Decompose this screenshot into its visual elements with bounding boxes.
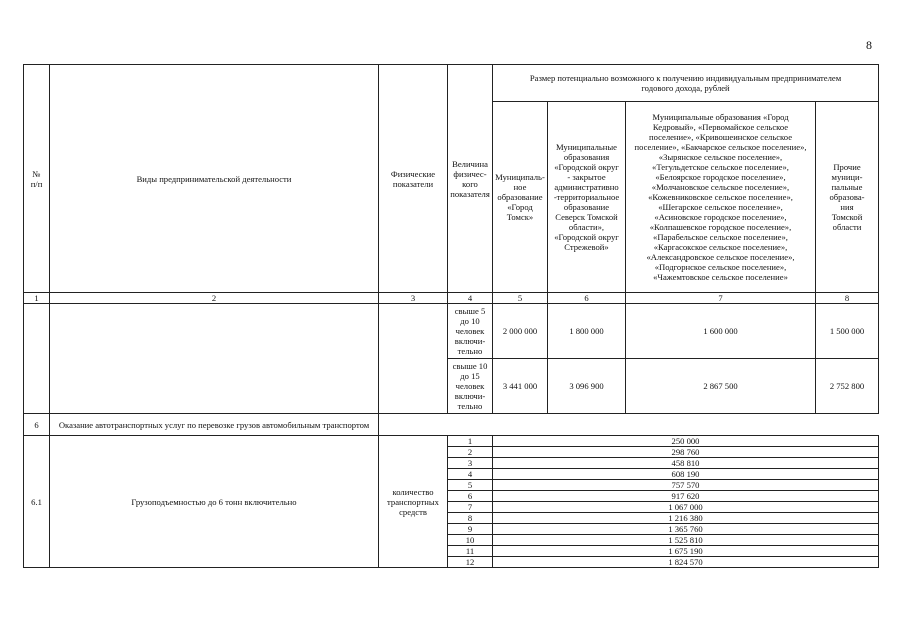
empty-cell	[24, 304, 50, 414]
col-number: 3	[379, 293, 448, 304]
amount-cell: 1 365 760	[493, 524, 879, 535]
col-number: 5	[493, 293, 548, 304]
count-cell: 1	[448, 436, 493, 447]
count-cell: 3	[448, 458, 493, 469]
header-col6: Муниципальные образования «Городской округ - закрытое административно -территориальное образование Северск Томской области», «Городской округ Стрежевой»	[548, 102, 626, 293]
amount-cell: 1 525 810	[493, 535, 879, 546]
column-numbers-row	[24, 293, 879, 304]
count-cell: 9	[448, 524, 493, 535]
amount-cell: 2 752 800	[816, 359, 879, 414]
empty-cell	[379, 414, 879, 436]
amount-cell: 1 067 000	[493, 502, 879, 513]
amount-cell: 250 000	[493, 436, 879, 447]
header-value: Величина физичес- кого показателя	[448, 65, 493, 293]
subsection-phys: количество транспортных средств	[379, 436, 448, 568]
count-cell: 10	[448, 535, 493, 546]
col-number: 2	[50, 293, 379, 304]
header-income-group: Размер потенциально возможного к получению индивидуальным предпринимателем годового дохода, рублей	[493, 65, 879, 102]
subsection-title: Грузоподъемностью до 6 тонн включительно	[50, 436, 379, 568]
amount-cell: 2 867 500	[626, 359, 816, 414]
col-number: 6	[548, 293, 626, 304]
header-col8: Прочие муници- пальные образова- ния Томской области	[816, 102, 879, 293]
amount-cell: 1 216 380	[493, 513, 879, 524]
col-number: 1	[24, 293, 50, 304]
amount-cell: 3 096 900	[548, 359, 626, 414]
header-col5: Муниципаль- ное образование «Город Томск»	[493, 102, 548, 293]
empty-cell	[379, 304, 448, 414]
page-number: 8	[866, 38, 872, 52]
amount-cell: 298 760	[493, 447, 879, 458]
empty-cell	[50, 304, 379, 414]
col-number: 4	[448, 293, 493, 304]
income-table	[23, 64, 879, 568]
amount-cell: 1 600 000	[626, 304, 816, 359]
subsection-number: 6.1	[24, 436, 50, 568]
count-cell: 11	[448, 546, 493, 557]
header-activity: Виды предпринимательской деятельности	[50, 65, 379, 293]
header-num: № п/п	[24, 65, 50, 293]
header-phys: Физические показатели	[379, 65, 448, 293]
amount-cell: 458 810	[493, 458, 879, 469]
amount-cell: 757 570	[493, 480, 879, 491]
count-cell: 8	[448, 513, 493, 524]
section-row	[24, 414, 879, 436]
section-number: 6	[24, 414, 50, 436]
table-row	[24, 304, 879, 359]
count-cell: 7	[448, 502, 493, 513]
amount-cell: 1 800 000	[548, 304, 626, 359]
amount-cell: 3 441 000	[493, 359, 548, 414]
count-cell: 12	[448, 557, 493, 568]
amount-cell: 917 620	[493, 491, 879, 502]
table-row	[24, 436, 879, 447]
section-title: Оказание автотранспортных услуг по перевозке грузов автомобильным транспортом	[50, 414, 379, 436]
header-row-1	[24, 65, 879, 102]
header-col7: Муниципальные образования «Город Кедровый», «Первомайское сельское поселение», «Кривошеинское сельское поселение», «Бакчарское сельское поселение», «Зырянское сельское поселение», «Тегульдетское сельское поселение», «Белоярское городское поселение», «Молчановское сельское поселение», «Кожевниковское сельское поселение», «Шегарское сельское поселение», «Асиновское городское поселение», «Колпашевское городское поселение», «Парабельское сельское поселение», «Каргасокское сельское поселение», «Александровское сельское поселение», «Подгорнское сельское поселение», «Чажемтовское сельское поселение»	[626, 102, 816, 293]
count-cell: 4	[448, 469, 493, 480]
amount-cell: 1 675 190	[493, 546, 879, 557]
value-cell: свыше 10 до 15 человек включи- тельно	[448, 359, 493, 414]
count-cell: 5	[448, 480, 493, 491]
col-number: 7	[626, 293, 816, 304]
amount-cell: 608 190	[493, 469, 879, 480]
value-cell: свыше 5 до 10 человек включи- тельно	[448, 304, 493, 359]
amount-cell: 2 000 000	[493, 304, 548, 359]
count-cell: 2	[448, 447, 493, 458]
col-number: 8	[816, 293, 879, 304]
amount-cell: 1 824 570	[493, 557, 879, 568]
amount-cell: 1 500 000	[816, 304, 879, 359]
count-cell: 6	[448, 491, 493, 502]
